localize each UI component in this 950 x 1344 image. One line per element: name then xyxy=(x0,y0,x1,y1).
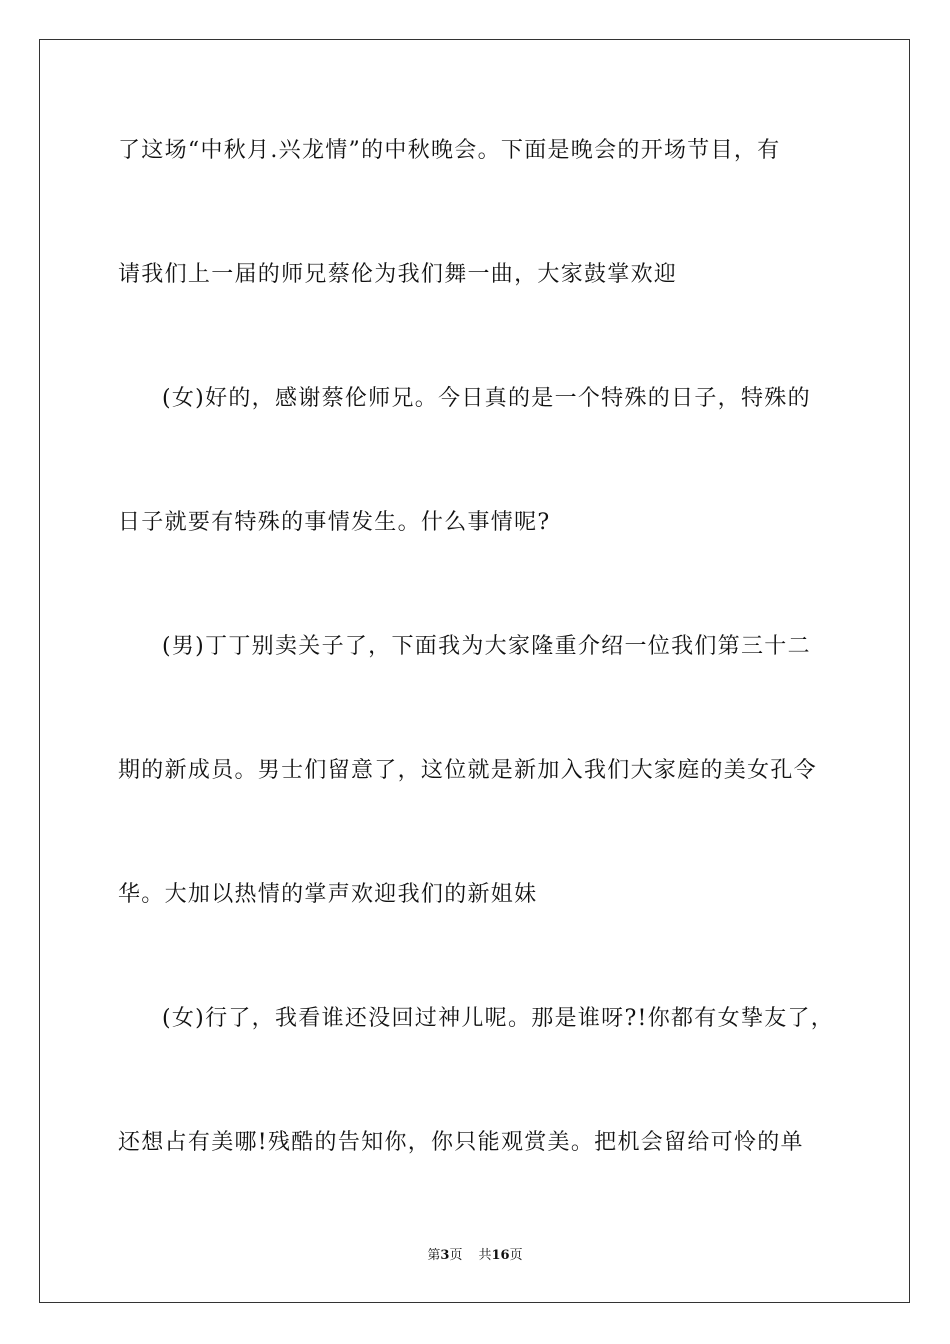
page-prefix: 第 xyxy=(427,1248,441,1263)
paragraph-line-5: (男)丁丁别卖关子了，下面我为大家隆重介绍一位我们第三十二 xyxy=(162,634,811,659)
page-number: 3 xyxy=(440,1248,450,1263)
paragraph-line-8: (女)行了，我看谁还没回过神儿呢。那是谁呀?!你都有女挚友了， xyxy=(162,1006,835,1031)
paragraph-line-6: 期的新成员。男士们留意了，这位就是新加入我们大家庭的美女孔令 xyxy=(118,758,818,783)
paragraph-line-2: 请我们上一届的师兄蔡伦为我们舞一曲，大家鼓掌欢迎 xyxy=(118,262,678,287)
page-suffix: 页 xyxy=(449,1248,463,1263)
page-border xyxy=(39,39,910,1303)
paragraph-line-3: (女)好的，感谢蔡伦师兄。今日真的是一个特殊的日子，特殊的 xyxy=(162,386,811,411)
paragraph-line-4: 日子就要有特殊的事情发生。什么事情呢? xyxy=(118,510,551,535)
paragraph-line-7: 华。大加以热情的掌声欢迎我们的新姐妹 xyxy=(118,882,538,907)
total-prefix: 共 xyxy=(478,1248,492,1263)
paragraph-line-9: 还想占有美哪!残酷的告知你，你只能观赏美。把机会留给可怜的单 xyxy=(118,1130,804,1155)
total-suffix: 页 xyxy=(509,1248,523,1263)
total-pages: 16 xyxy=(491,1248,510,1263)
page-footer xyxy=(0,1247,950,1265)
paragraph-line-1: 了这场“中秋月.兴龙情”的中秋晚会。下面是晚会的开场节目，有 xyxy=(118,138,781,163)
